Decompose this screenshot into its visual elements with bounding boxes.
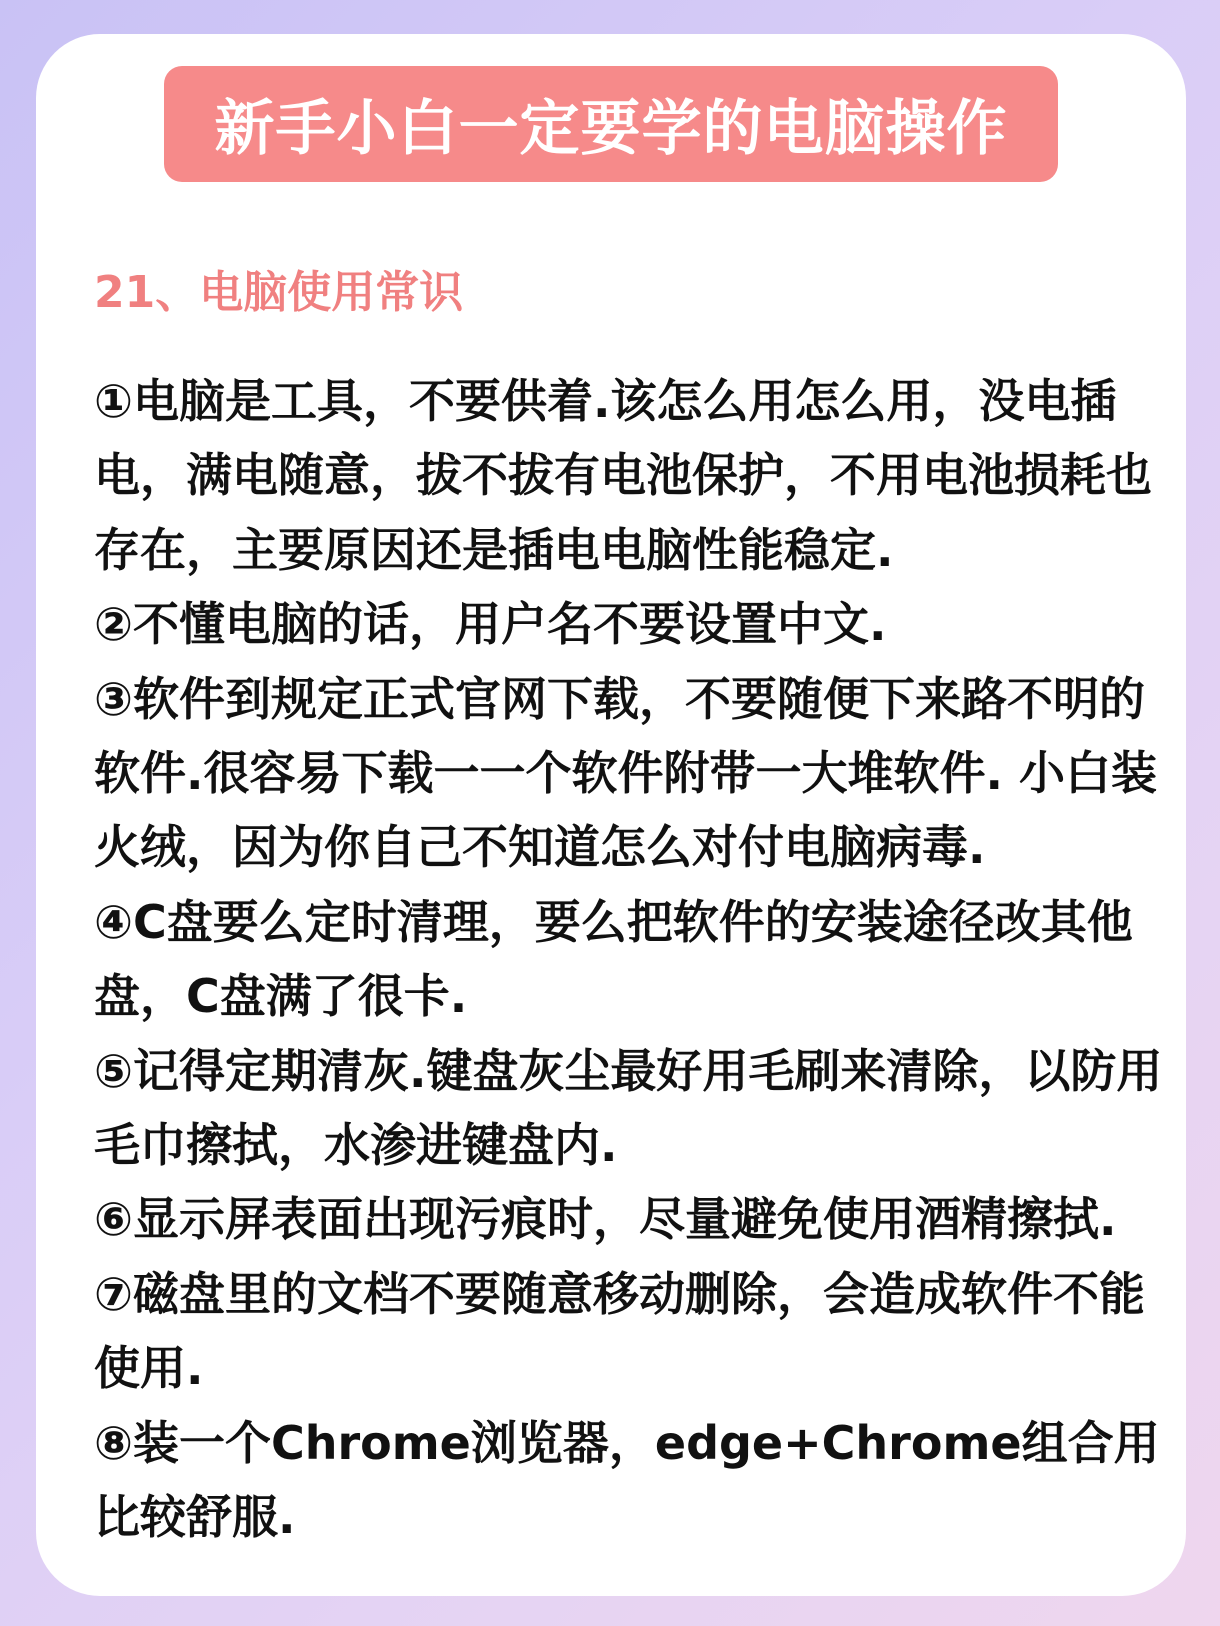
page-title: 新手小白一定要学的电脑操作 [214, 94, 1008, 164]
tip-item-7: ⑦磁盘里的文档不要随意移动删除，会造成软件不能使用. [94, 1266, 1145, 1396]
title-banner [164, 66, 1058, 182]
tip-item-1: ①电脑是工具，不要供着.该怎么用怎么用，没电插电，满电随意，拔不拔有电池保护，不用电池损耗也存在，主要原因还是插电电脑性能稳定. [94, 374, 1152, 577]
tip-item-6: ⑥显示屏表面出现污痕时，尽量避免使用酒精擦拭. [94, 1192, 1117, 1247]
tip-item-2: ②不懂电脑的话，用户名不要设置中文. [94, 597, 887, 652]
tip-item-8: ⑧装一个Chrome浏览器，edge+Chrome组合用比较舒服. [94, 1415, 1160, 1545]
tip-item-3: ③软件到规定正式官网下载，不要随便下来路不明的软件.很容易下载一一个软件附带一大堆软件. 小白装火绒，因为你自己不知道怎么对付电脑病毒. [94, 671, 1157, 875]
tips-list [94, 364, 1164, 1555]
tip-item-4: ④C盘要么定时清理，要么把软件的安装途径改其他盘，C盘满了很卡. [94, 894, 1133, 1024]
tip-item-5: ⑤记得定期清灰.键盘灰尘最好用毛刷来清除，以防用毛巾擦拭，水渗进键盘内. [94, 1043, 1163, 1173]
content-card [36, 34, 1186, 1596]
section-heading: 21、电脑使用常识 [94, 267, 464, 318]
